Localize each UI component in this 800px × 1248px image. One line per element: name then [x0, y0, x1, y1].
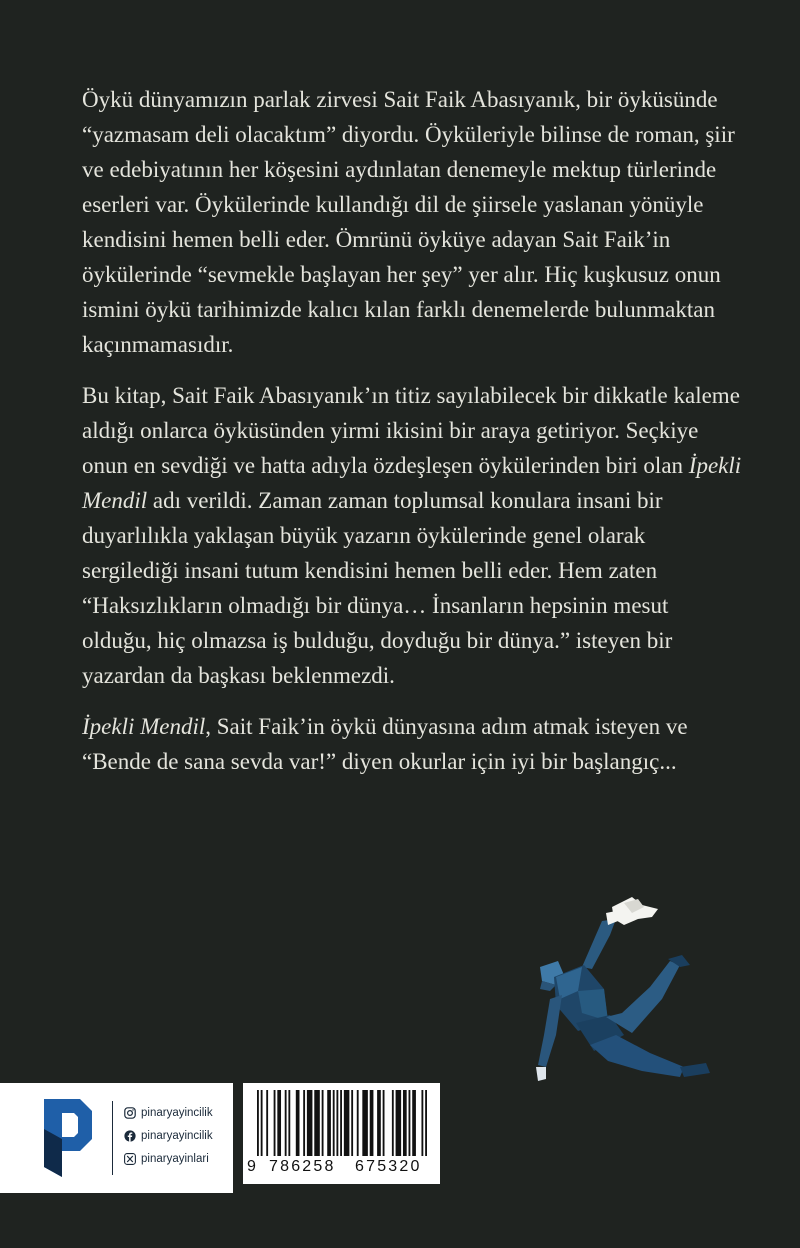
barcode-bars: [257, 1090, 427, 1156]
blurb-paragraph-2: [82, 378, 742, 693]
barcode-bar: [383, 1090, 385, 1156]
social-row-facebook[interactable]: [124, 1126, 213, 1146]
barcode-bar: [303, 1090, 305, 1156]
blurb-paragraph-1: [82, 82, 742, 362]
barcode-bar: [403, 1090, 407, 1156]
isbn-lead-digit: 9: [247, 1158, 256, 1175]
isbn-digits: [243, 1158, 440, 1180]
barcode-bar: [425, 1090, 427, 1156]
isbn-left-group: 786258: [269, 1158, 336, 1175]
barcode-bar: [377, 1090, 381, 1156]
social-links: [124, 1103, 213, 1172]
x-icon: [124, 1153, 136, 1165]
instagram-handle: pinaryayincilik: [141, 1107, 213, 1119]
barcode-bar: [322, 1090, 324, 1156]
barcode-bar: [340, 1090, 342, 1156]
blurb-paragraph-3: [82, 709, 742, 779]
barcode-bar: [344, 1090, 350, 1156]
barcode-bar: [307, 1090, 313, 1156]
barcode-bar: [296, 1090, 300, 1156]
book-title-italic: İpekli Mendil: [82, 453, 742, 513]
facebook-handle: pinaryayincilik: [141, 1130, 213, 1142]
back-cover-blurb: [82, 82, 742, 795]
barcode-bar: [333, 1090, 335, 1156]
isbn-right-group: 675320: [355, 1158, 422, 1175]
barcode-bar: [351, 1090, 353, 1156]
blurb-text: Öykü dünyamızın parlak zirvesi Sait Faik Abasıyanık, bir öyküsünde “yazmasam deli olacaktım” diyordu. Öyküleriyle bilinse de roman, şiir ve edebiyatının her köşesini aydınlatan denemeyle mektup türlerinde eserleri var. Öykülerinde kullandığı dil de şiirsele yaslanan yönüyle kendisini hemen belli eder. Ömrünü öyküye adayan Sait Faik’in öykülerinde “sevmekle başlayan her şey” yer alır. Hiç kuşkusuz onun ismini öykü tarihimizde kalıcı kılan farklı denemelerde bulunmaktan kaçınmamasıdır.: [82, 87, 735, 357]
barcode-bar: [336, 1090, 338, 1156]
barcode-bar: [362, 1090, 368, 1156]
barcode-bar: [357, 1090, 359, 1156]
social-row-instagram[interactable]: [124, 1103, 213, 1123]
barcode-bar: [396, 1090, 402, 1156]
barcode-bar: [277, 1090, 281, 1156]
facebook-icon: [124, 1130, 136, 1142]
barcode-bar: [314, 1090, 320, 1156]
x-handle: pinaryayinlari: [141, 1153, 209, 1165]
barcode-bar: [409, 1090, 411, 1156]
barcode-bar: [370, 1090, 374, 1156]
barcode-bar: [412, 1090, 416, 1156]
blurb-text: adı verildi. Zaman zaman toplumsal konulara insani bir duyarlılıkla yaklaşan büyük yazarın öykülerinde genel olarak sergilediği insani tutum kendisini hemen belli eder. Hem zaten “Haksızlıkların olmadığı bir dünya… İnsanların hepsinin mesut olduğu, hiç olmazsa iş bulduğu, doyduğu bir dünya.” isteyen bir yazardan da başkası beklenmezdi.: [82, 488, 673, 688]
publisher-info-box: [0, 1083, 233, 1193]
blurb-text: , Sait Faik’in öykü dünyasına adım atmak isteyen ve “Bende de sana sevda var!” diyen okurlar için iyi bir başlangıç...: [82, 714, 688, 774]
barcode-bar: [327, 1090, 331, 1156]
logo-divider: [112, 1101, 113, 1175]
barcode-bar: [274, 1090, 276, 1156]
barcode-bar: [257, 1090, 259, 1156]
instagram-icon: [124, 1107, 136, 1119]
social-row-x[interactable]: [124, 1149, 213, 1169]
barcode-bar: [266, 1090, 268, 1156]
barcode-bar: [285, 1090, 287, 1156]
publisher-logo: [40, 1099, 92, 1177]
barcode-bar: [288, 1090, 290, 1156]
barcode-bar: [392, 1090, 394, 1156]
book-title-italic: İpekli Mendil: [82, 714, 206, 739]
isbn-barcode: [243, 1083, 440, 1184]
barcode-bar: [421, 1090, 423, 1156]
blurb-text: Bu kitap, Sait Faik Abasıyanık’ın titiz sayılabilecek bir dikkatle kaleme aldığı onlarca öyküsünden yirmi ikisini bir araya getiriyor. Seçkiye onun en sevdiği ve hatta adıyla özdeşleşen öykülerinden biri olan: [82, 383, 740, 478]
falling-man-illustration: [520, 895, 720, 1115]
barcode-bar: [261, 1090, 263, 1156]
